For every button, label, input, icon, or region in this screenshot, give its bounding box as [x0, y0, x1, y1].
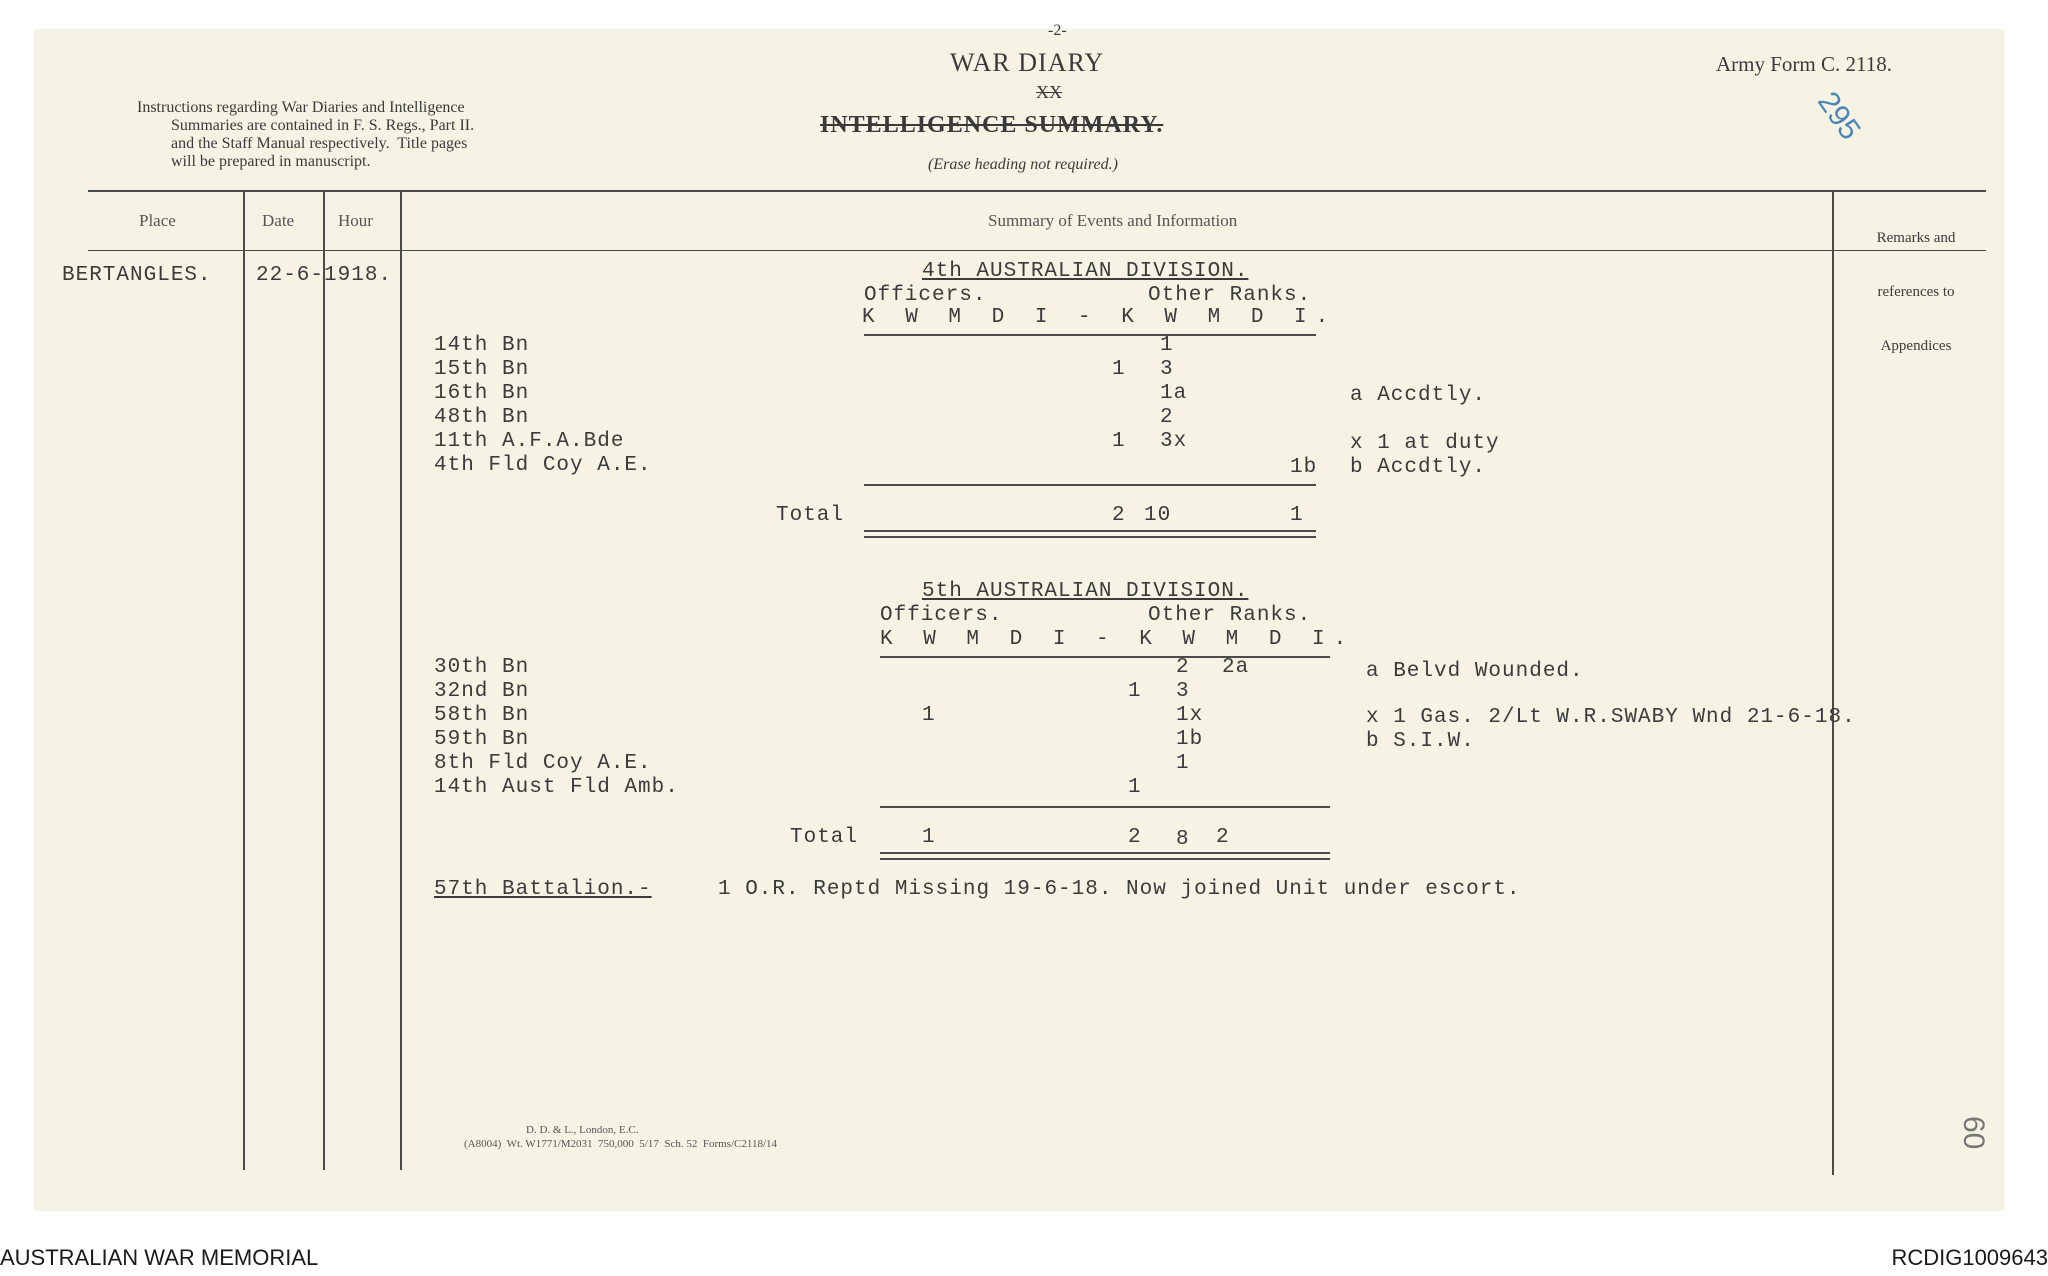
col-divider-hour	[400, 190, 402, 1170]
col-header-hour: Hour	[338, 211, 373, 230]
div4-unit-3: 16th Bn	[434, 382, 530, 405]
div4-total-i: 1	[1290, 504, 1304, 527]
div5-total-m: 2	[1216, 826, 1230, 849]
div5-column-letters: K W M D I - K W M D I.	[880, 628, 1356, 651]
div4-total-k: 2	[1112, 504, 1126, 527]
div4-note-5: x 1 at duty	[1350, 432, 1500, 455]
div5-unit-5: 8th Fld Coy A.E.	[434, 752, 652, 775]
div5-ow-4: 1b	[1176, 728, 1204, 751]
div5-unit-6: 14th Aust Fld Amb.	[434, 776, 679, 799]
div5-total-offw: 1	[922, 826, 936, 849]
div5-ok-6: 1	[1128, 776, 1142, 799]
div4-subtotal-rule	[864, 484, 1316, 486]
col-divider-remarks	[1832, 190, 1834, 1175]
div4-other-ranks-label: Other Ranks.	[1148, 284, 1312, 307]
footer-archive-name: AUSTRALIAN WAR MEMORIAL	[0, 1245, 319, 1270]
col-header-remarks	[1862, 193, 1970, 373]
div5-note-3: x 1 Gas. 2/Lt W.R.SWABY Wnd 21-6-18.	[1366, 706, 1856, 729]
diary-sheet	[35, 30, 2003, 1210]
div4-unit-6: 4th Fld Coy A.E.	[434, 454, 652, 477]
div5-unit-3: 58th Bn	[434, 704, 530, 727]
div4-ow-1: 1	[1160, 334, 1174, 357]
div5-officers-label: Officers.	[880, 604, 1003, 627]
header-bottom-rule	[88, 250, 1986, 251]
div5-unit-1: 30th Bn	[434, 656, 530, 679]
table-top-rule	[88, 190, 1986, 192]
instructions-line-2: Summaries are contained in F. S. Regs., Part II.	[171, 117, 475, 134]
erase-note: (Erase heading not required.)	[928, 156, 1118, 173]
div4-ok-5: 1	[1112, 430, 1126, 453]
div5-title: 5th AUSTRALIAN DIVISION.	[922, 580, 1249, 603]
form-title: WAR DIARY	[950, 48, 1105, 77]
div4-total-w: 10	[1144, 504, 1172, 527]
footer-record-id: RCDIG1009643	[1891, 1245, 2048, 1270]
entry-date: 22-6-1918.	[256, 264, 393, 287]
div5-ow-3: 1x	[1176, 704, 1204, 727]
div5-total-w: 8	[1176, 828, 1190, 851]
page-mark: -2-	[1048, 22, 1067, 39]
remarks-line-3: Appendices	[1880, 338, 1952, 354]
div4-note-3: a Accdtly.	[1350, 384, 1487, 407]
stamp-number: 295	[1810, 86, 1867, 146]
remarks-line-2: references to	[1877, 284, 1955, 300]
div5-subtotal-rule	[880, 806, 1330, 808]
div4-ok-2: 1	[1112, 358, 1126, 381]
div4-unit-2: 15th Bn	[434, 358, 530, 381]
div5-unit-4: 59th Bn	[434, 728, 530, 751]
div5-ow-1: 2	[1176, 656, 1190, 679]
div5-ow-2: 3	[1176, 680, 1190, 703]
battalion57-text: 1 O.R. Reptd Missing 19-6-18. Now joined Unit under escort.	[718, 878, 1521, 901]
div4-ow-5: 3x	[1160, 430, 1188, 453]
div4-ow-3: 1a	[1160, 382, 1188, 405]
div4-total-rule-2	[864, 536, 1316, 538]
div4-unit-4: 48th Bn	[434, 406, 530, 429]
div4-unit-1: 14th Bn	[434, 334, 530, 357]
col-header-summary: Summary of Events and Information	[988, 211, 1238, 230]
printer-line-1: D. D. & L., London, E.C.	[526, 1124, 639, 1136]
div5-unit-2: 32nd Bn	[434, 680, 530, 703]
printer-line-2: (A8004) Wt. W1771/M2031 750,000 5/17 Sch. 52 Forms/C2118/14	[464, 1138, 777, 1150]
div5-ow-5: 1	[1176, 752, 1190, 775]
instructions-line-4: will be prepared in manuscript.	[171, 153, 371, 170]
div4-total-rule-1	[864, 530, 1316, 532]
div5-note-4: b S.I.W.	[1366, 730, 1475, 753]
div4-title: 4th AUSTRALIAN DIVISION.	[922, 260, 1249, 283]
div4-column-letters: K W M D I - K W M D I.	[862, 306, 1338, 329]
div5-total-rule-1	[880, 852, 1330, 854]
div4-unit-5: 11th A.F.A.Bde	[434, 430, 625, 453]
instructions-line-1: Instructions regarding War Diaries and Intelligence	[137, 99, 465, 116]
div4-total-label: Total	[776, 504, 845, 527]
or-text: XX	[1036, 82, 1062, 102]
div5-total-k: 2	[1128, 826, 1142, 849]
col-divider-date	[323, 190, 325, 1170]
battalion57-label: 57th Battalion.-	[434, 878, 652, 901]
entry-place: BERTANGLES.	[62, 264, 212, 287]
div5-total-rule-2	[880, 858, 1330, 860]
div4-ow-4: 2	[1160, 406, 1174, 429]
remarks-line-1: Remarks and	[1876, 230, 1956, 246]
div4-columns-rule	[864, 334, 1316, 336]
div5-note-1: a Belvd Wounded.	[1366, 660, 1584, 683]
div5-columns-rule	[880, 656, 1330, 658]
instructions-line-3: and the Staff Manual respectively. Title pages	[171, 135, 468, 152]
div5-total-label: Total	[790, 826, 859, 849]
col-header-place: Place	[139, 211, 176, 230]
intelligence-summary-heading: INTELLIGENCE SUMMARY.	[820, 112, 1164, 138]
div5-om-1: 2a	[1222, 656, 1250, 679]
page-number: 60	[1957, 1116, 1990, 1150]
army-form-label: Army Form C. 2118.	[1716, 52, 1892, 76]
div4-ow-2: 3	[1160, 358, 1174, 381]
col-divider-place	[243, 190, 245, 1170]
div4-od-6: 1b	[1290, 456, 1318, 479]
div4-officers-label: Officers.	[864, 284, 987, 307]
div5-ok-2: 1	[1128, 680, 1142, 703]
col-header-date: Date	[262, 211, 295, 230]
div5-offw-3: 1	[922, 704, 936, 727]
div4-note-6: b Accdtly.	[1350, 456, 1487, 479]
div5-other-ranks-label: Other Ranks.	[1148, 604, 1312, 627]
